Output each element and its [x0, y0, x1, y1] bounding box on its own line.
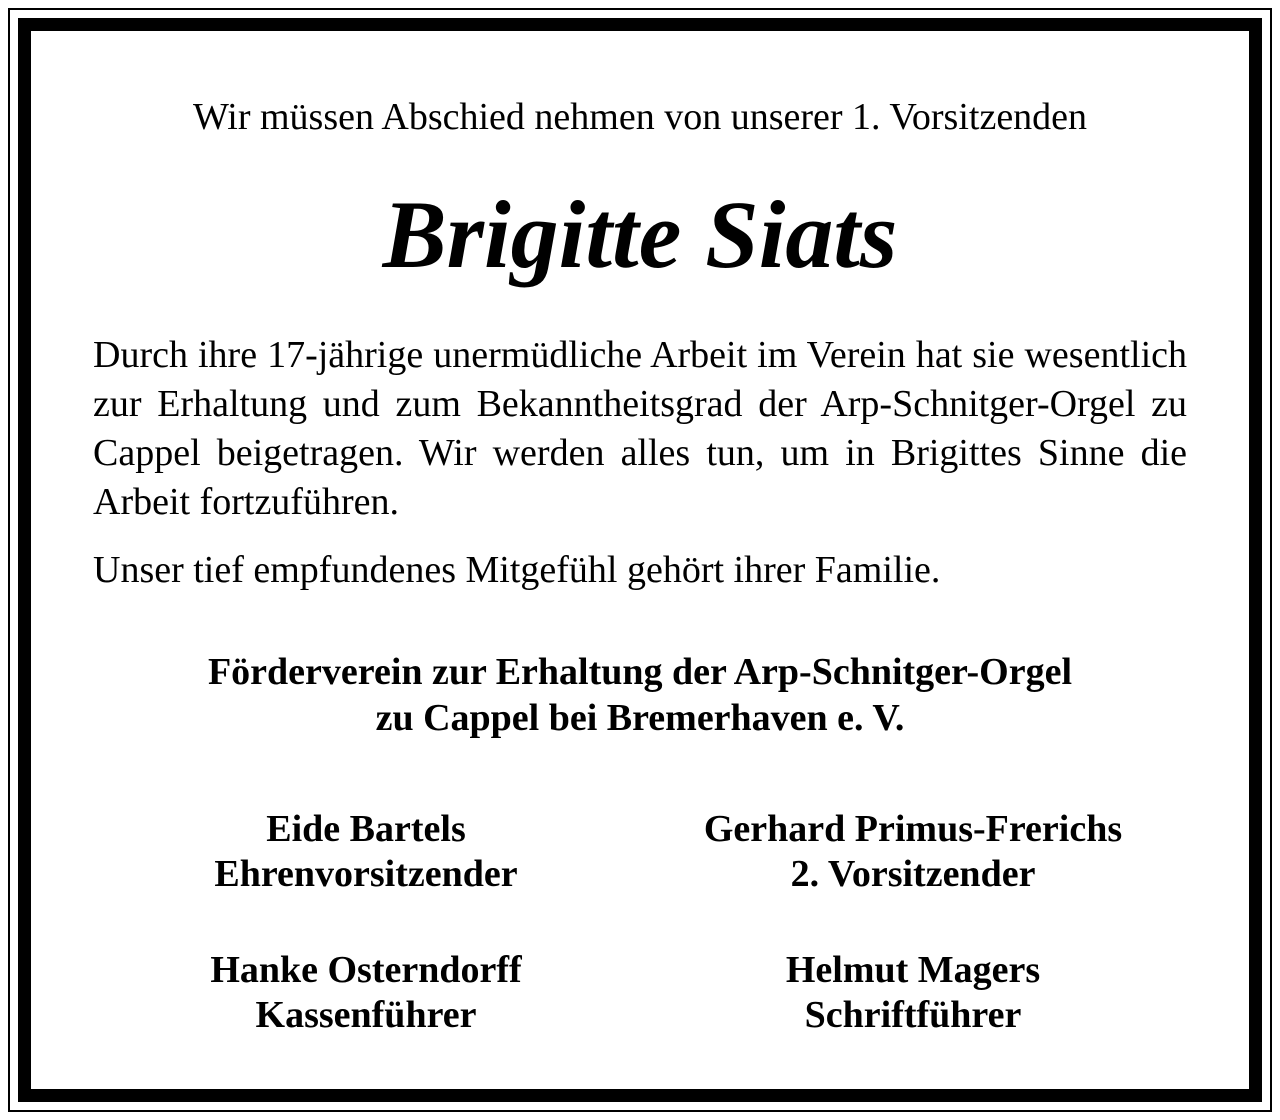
signatory-role: 2. Vorsitzender — [790, 853, 1036, 895]
signatory-role: Ehrenvorsitzender — [214, 853, 518, 895]
signatory-1 — [116, 807, 616, 897]
signatory-2 — [663, 807, 1163, 897]
tribute-paragraph: Durch ihre 17-jährige unermüdliche Arbeit im Verein hat sie wesentlich zur Erhaltung und zum Bekanntheitsgrad der Arp-Schnitger-Orgel zu Cappel beigetragen. Wir werden alles tun, um in Brigittes Sinne die Arbeit fortzuführen. — [93, 334, 1187, 523]
organization-line-1: Förderverein zur Erhaltung der Arp-Schnitger-Orgel — [207, 651, 1073, 693]
signatory-name: Eide Bartels — [266, 808, 466, 850]
organization-line-2: zu Cappel bei Bremerhaven e. V. — [375, 697, 905, 739]
signatory-role: Schriftführer — [804, 994, 1022, 1036]
obituary-notice — [31, 31, 1249, 1089]
intro-line: Wir müssen Abschied nehmen von unserer 1. Vorsitzenden — [192, 96, 1088, 138]
signatory-3 — [116, 948, 616, 1038]
signatory-name: Gerhard Primus-Frerichs — [703, 808, 1123, 850]
organization-name — [31, 649, 1249, 741]
condolence-paragraph: Unser tief empfundenes Mitgefühl gehört ihrer Familie. — [93, 549, 941, 591]
signatory-role: Kassenführer — [255, 994, 477, 1036]
signatory-name: Hanke Osterndorff — [210, 949, 522, 991]
deceased-name: Brigitte Siats — [382, 181, 898, 288]
signatory-4 — [663, 948, 1163, 1038]
signatory-name: Helmut Magers — [785, 949, 1041, 991]
